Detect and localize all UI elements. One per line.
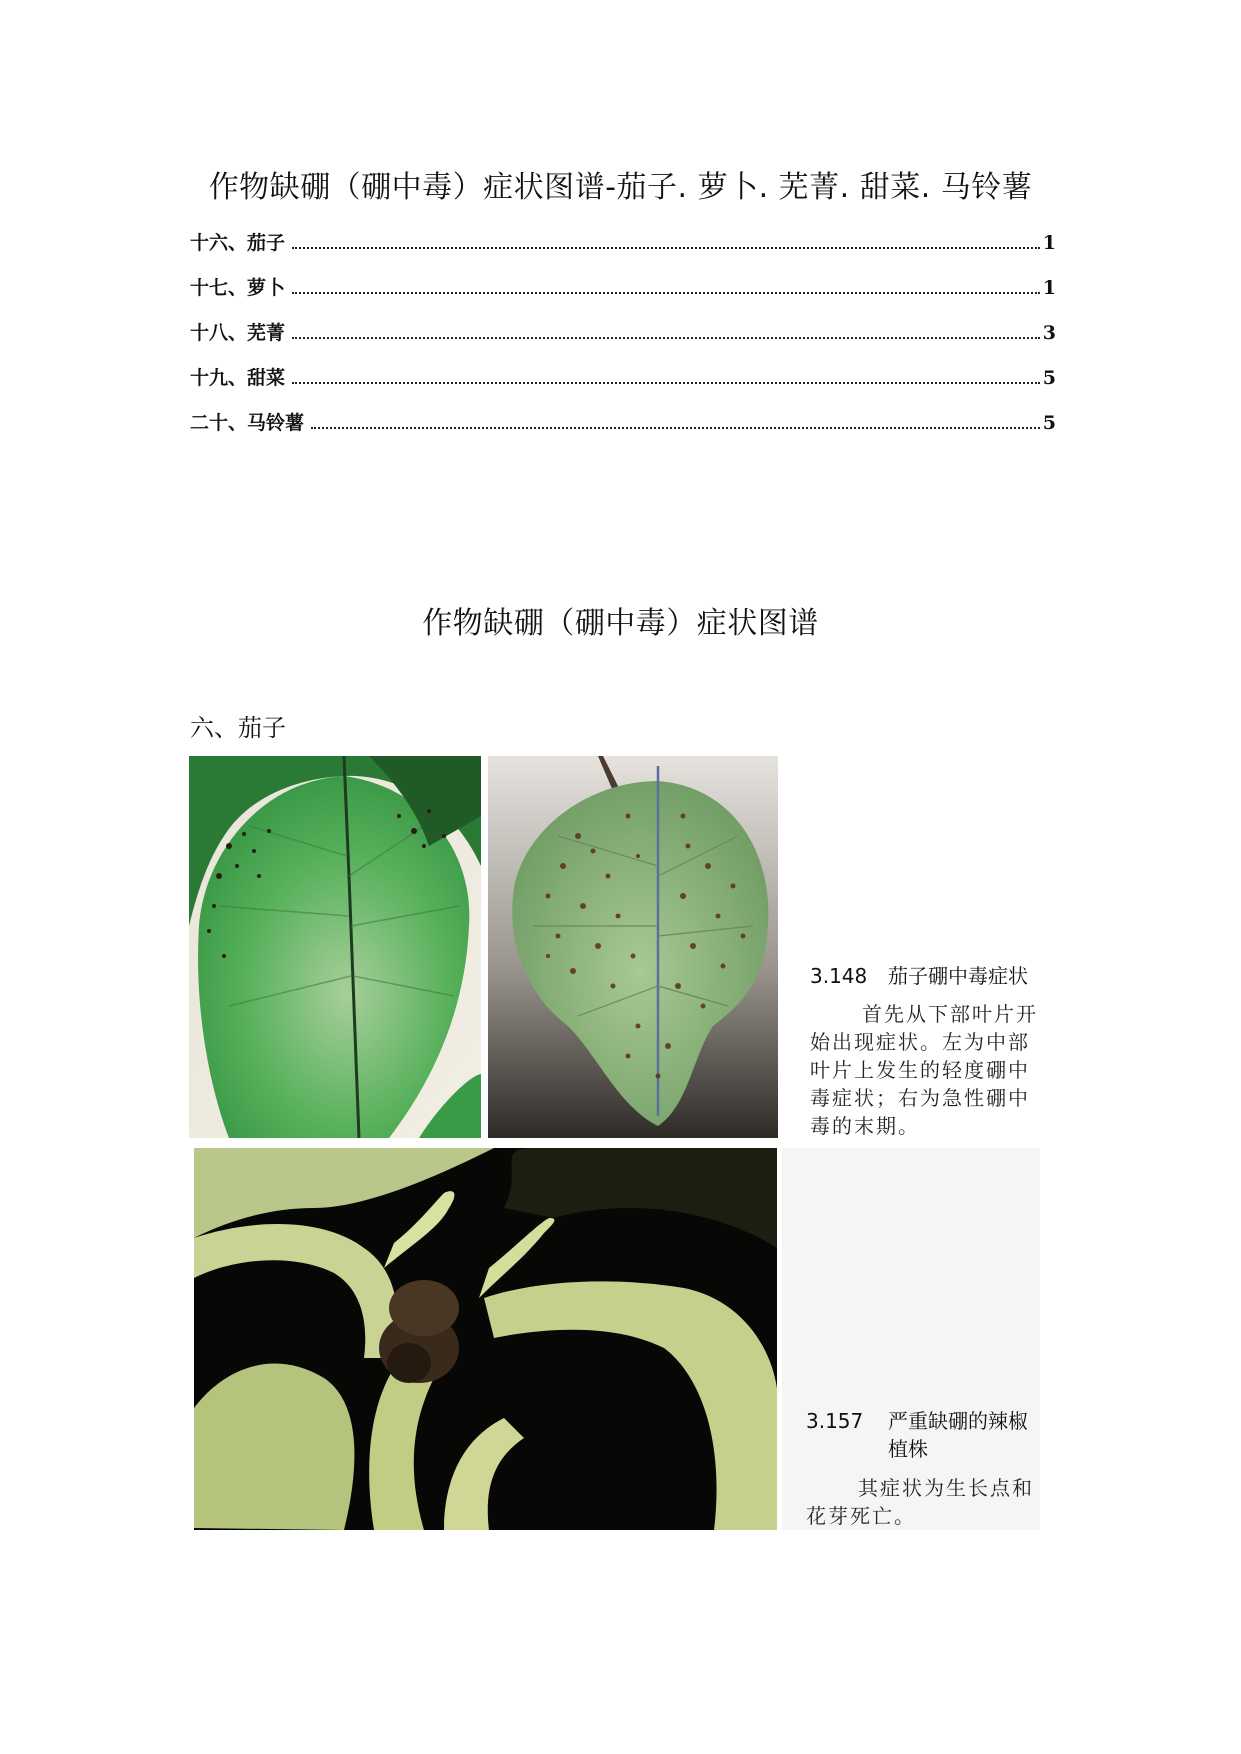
- toc-label: 十七、萝卜: [190, 277, 286, 299]
- pepper-plant-boron-deficiency-photo: [194, 1148, 777, 1530]
- toc-label: 十八、芜菁: [190, 322, 286, 344]
- eggplant-leaf-mild-photo: [189, 756, 481, 1138]
- toc-row[interactable]: [190, 363, 1056, 408]
- toc-label: 十九、甜菜: [190, 367, 286, 389]
- figure-caption-body: 首先从下部叶片开始出现症状。左为中部叶片上发生的轻度硼中毒症状；右为急性硼中毒的末期。: [810, 1002, 1038, 1138]
- eggplant-leaf-acute-photo: [488, 756, 778, 1138]
- figure-number: 3.148: [810, 964, 868, 988]
- toc-label: 二十、马铃薯: [190, 412, 305, 434]
- toc-row[interactable]: [190, 273, 1056, 318]
- toc-leader-dots: [311, 427, 1040, 429]
- toc-page-number: 5: [1042, 367, 1056, 389]
- toc-row[interactable]: [190, 408, 1056, 453]
- caption-background: [782, 1148, 1040, 1530]
- figure-title: 严重缺硼的辣椒: [888, 1409, 1028, 1433]
- toc-row[interactable]: [190, 228, 1056, 273]
- figure-caption-title: [806, 1407, 1046, 1463]
- toc-page-number: 1: [1042, 232, 1056, 254]
- toc-label: 十六、茄子: [190, 232, 286, 254]
- toc-page-number: 5: [1042, 412, 1056, 434]
- table-of-contents: [190, 228, 1056, 453]
- figure-title-continuation: 植株: [888, 1437, 928, 1461]
- toc-page-number: 1: [1042, 277, 1056, 299]
- figure-caption-title: [810, 960, 1028, 989]
- toc-leader-dots: [292, 337, 1040, 339]
- section-title: 作物缺硼（硼中毒）症状图谱: [422, 606, 819, 641]
- toc-leader-dots: [292, 382, 1040, 384]
- toc-page-number: 3: [1042, 322, 1056, 344]
- figure-caption-body: 其症状为生长点和花芽死亡。: [806, 1476, 1034, 1528]
- document-title: 作物缺硼（硼中毒）症状图谱-茄子. 萝卜. 芜菁. 甜菜. 马铃薯: [208, 170, 1033, 205]
- toc-row[interactable]: [190, 318, 1056, 363]
- figure-number: 3.157: [806, 1409, 864, 1433]
- subsection-heading: 六、茄子: [190, 714, 286, 742]
- figure-title: 茄子硼中毒症状: [888, 964, 1028, 988]
- toc-leader-dots: [292, 292, 1040, 294]
- toc-leader-dots: [292, 247, 1040, 249]
